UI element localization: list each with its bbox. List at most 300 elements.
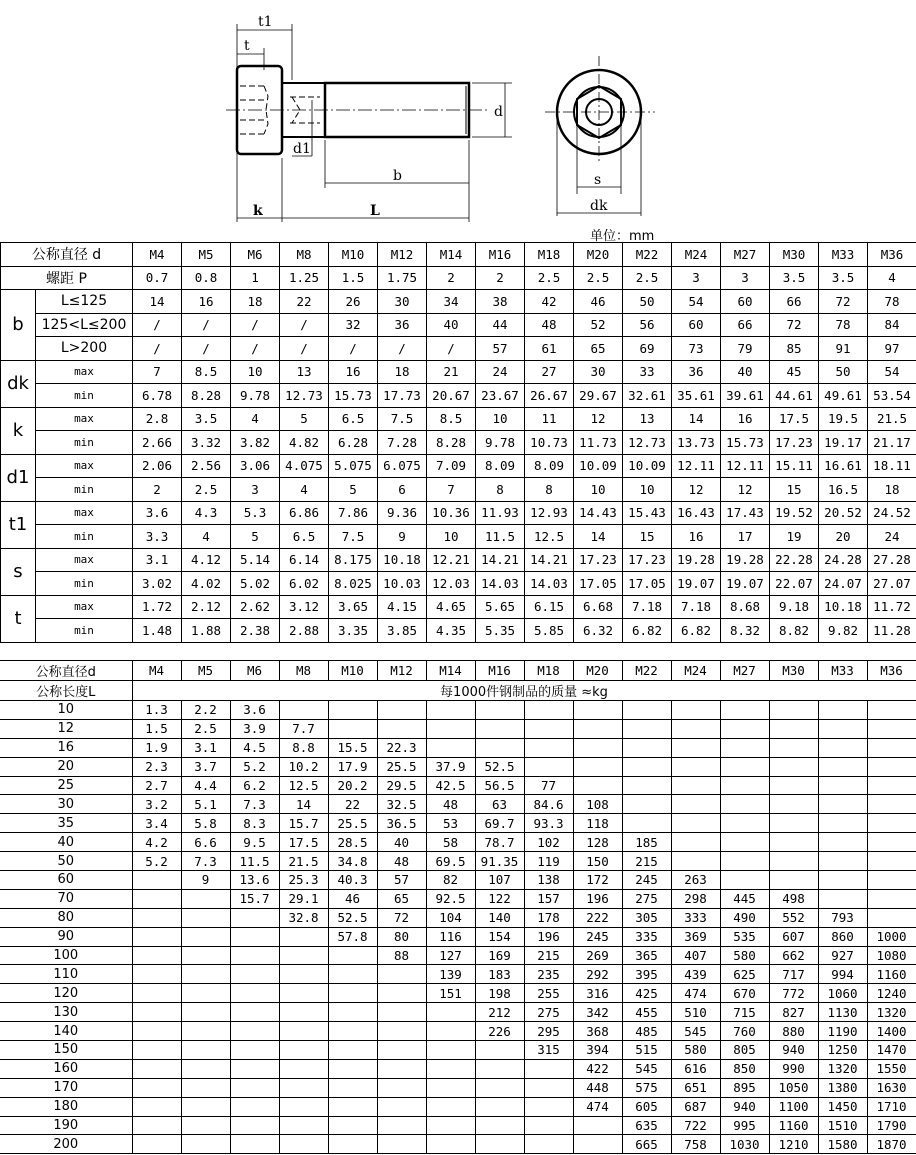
mass-header-row [0, 661, 916, 681]
b-value: 50 [623, 290, 672, 314]
t1-max-value: 12.93 [525, 501, 574, 525]
mass-value: 139 [426, 965, 475, 984]
mass-value: 119 [524, 852, 573, 871]
t1-max-value: 11.93 [476, 501, 525, 525]
t1-min-value: 17 [721, 525, 770, 549]
d1-max-value: 10.09 [574, 454, 623, 478]
b-value: 40 [427, 313, 476, 337]
d1-min-value: 4 [280, 478, 329, 502]
mass-value: 335 [622, 927, 671, 946]
length-value: 110 [0, 965, 132, 984]
b-value: / [378, 337, 427, 361]
mass-value: 36.5 [377, 814, 426, 833]
size-header: M5 [181, 661, 230, 681]
t1-max-value: 3.6 [133, 501, 182, 525]
b-value: / [231, 337, 280, 361]
k-min-value: 2.66 [133, 431, 182, 455]
mass-value: 474 [573, 1097, 622, 1116]
mass-value [818, 776, 867, 795]
mass-value [328, 1097, 377, 1116]
size-header: M24 [672, 243, 721, 267]
dk-max-value: 13 [280, 360, 329, 384]
mass-value: 2.5 [181, 719, 230, 738]
b-value: 60 [672, 313, 721, 337]
pitch-value: 4 [868, 266, 916, 290]
pitch-value: 0.8 [182, 266, 231, 290]
mass-value: 15.5 [328, 738, 377, 757]
mass-row [0, 776, 916, 795]
mass-value: 1870 [867, 1135, 916, 1154]
dk-max-value: 18 [378, 360, 427, 384]
size-header: M18 [524, 661, 573, 681]
mass-row [0, 1097, 916, 1116]
s-max-value: 27.28 [868, 548, 916, 572]
mass-row [0, 1135, 916, 1154]
mass-value: 88 [377, 946, 426, 965]
mass-value [720, 776, 769, 795]
mass-value: 1060 [818, 984, 867, 1003]
mass-value: 108 [573, 795, 622, 814]
b-value: 65 [574, 337, 623, 361]
mass-value: 269 [573, 946, 622, 965]
k-min-value: 6.28 [329, 431, 378, 455]
mass-value: 545 [671, 1022, 720, 1041]
dk-min-value: 12.73 [280, 384, 329, 408]
d1-max-value: 2.56 [182, 454, 231, 478]
mass-value: 25.3 [279, 871, 328, 890]
mass-value [328, 1116, 377, 1135]
k-min-value: 3.82 [231, 431, 280, 455]
b-value: 69 [623, 337, 672, 361]
s-min-value: 17.05 [623, 572, 672, 596]
dk-min-value: 9.78 [231, 384, 280, 408]
mass-row [0, 738, 916, 757]
mass-value [818, 701, 867, 720]
pitch-value: 3 [721, 266, 770, 290]
mass-value: 82 [426, 871, 475, 890]
mass-value: 7.3 [230, 795, 279, 814]
mass-value [475, 1097, 524, 1116]
b-value: 32 [329, 313, 378, 337]
size-header: M30 [770, 243, 819, 267]
mass-caption: 每1000件钢制品的质量 ≈kg [132, 681, 916, 701]
mass-value: 772 [769, 984, 818, 1003]
mass-value: 34.8 [328, 852, 377, 871]
b-row [1, 290, 916, 314]
mass-value [720, 814, 769, 833]
length-value: 16 [0, 738, 132, 757]
mass-value [524, 1135, 573, 1154]
t1-max-value: 14.43 [574, 501, 623, 525]
k-max-value: 21.5 [868, 407, 916, 431]
mass-value: 1630 [867, 1078, 916, 1097]
length-value: 50 [0, 852, 132, 871]
size-header: M27 [721, 243, 770, 267]
mass-value: 575 [622, 1078, 671, 1097]
mass-value: 715 [720, 1003, 769, 1022]
mass-value [818, 852, 867, 871]
mass-value [671, 814, 720, 833]
mass-value [328, 701, 377, 720]
t-max-value: 5.65 [476, 595, 525, 619]
mass-value: 758 [671, 1135, 720, 1154]
mass-value [867, 814, 916, 833]
t-min-value: 6.82 [623, 619, 672, 643]
k-min-value: 10.73 [525, 431, 574, 455]
t-max-value: 2.12 [182, 595, 231, 619]
mass-value [132, 1022, 181, 1041]
t1-max-value: 7.86 [329, 501, 378, 525]
dk-max-value: 30 [574, 360, 623, 384]
dk-min-value: 17.73 [378, 384, 427, 408]
mass-value: 895 [720, 1078, 769, 1097]
t1-min-value: 9 [378, 525, 427, 549]
mass-value: 2.3 [132, 757, 181, 776]
mass-value: 183 [475, 965, 524, 984]
mass-value: 1790 [867, 1116, 916, 1135]
mass-value [671, 701, 720, 720]
k-max-value: 12 [574, 407, 623, 431]
pitch-value: 3.5 [770, 266, 819, 290]
mass-value [671, 795, 720, 814]
mass-value: 63 [475, 795, 524, 814]
mass-value [426, 1135, 475, 1154]
pitch-value: 2 [427, 266, 476, 290]
mass-value [377, 965, 426, 984]
mass-value: 445 [720, 889, 769, 908]
size-header: M8 [280, 243, 329, 267]
dk-min-value: 32.61 [623, 384, 672, 408]
k-max-value: 16 [721, 407, 770, 431]
mass-value [867, 757, 916, 776]
mass-value [279, 927, 328, 946]
mass-value: 1080 [867, 946, 916, 965]
mass-value [720, 871, 769, 890]
t-row [1, 619, 916, 643]
dk-max-value: 33 [623, 360, 672, 384]
dk-min-value: 8.28 [182, 384, 231, 408]
mass-value [671, 776, 720, 795]
k-max-value: 14 [672, 407, 721, 431]
t1-min-value: 24 [868, 525, 916, 549]
b-value: / [231, 313, 280, 337]
s-min-value: 5.02 [231, 572, 280, 596]
mass-value [230, 1078, 279, 1097]
mass-value [132, 1097, 181, 1116]
dk-min-value: 44.61 [770, 384, 819, 408]
k-max-value: 13 [623, 407, 672, 431]
mass-value [132, 927, 181, 946]
mass-value: 455 [622, 1003, 671, 1022]
mass-value: 198 [475, 984, 524, 1003]
dk-min-value: 39.61 [721, 384, 770, 408]
b-condition: L>200 [36, 337, 133, 361]
d1-max-value: 6.075 [378, 454, 427, 478]
pitch-value: 3.5 [819, 266, 868, 290]
mass-value [671, 719, 720, 738]
mass-value: 394 [573, 1041, 622, 1060]
mass-value: 1.9 [132, 738, 181, 757]
mass-value: 138 [524, 871, 573, 890]
mass-value [524, 701, 573, 720]
s-min-value: 4.02 [182, 572, 231, 596]
mass-row [0, 1041, 916, 1060]
k-max-value: 5 [280, 407, 329, 431]
mass-value [475, 701, 524, 720]
mass-value: 927 [818, 946, 867, 965]
mass-value [573, 719, 622, 738]
b-value: 18 [231, 290, 280, 314]
b-condition: L≤125 [36, 290, 133, 314]
t1-min-value: 5 [231, 525, 280, 549]
mass-value [377, 984, 426, 1003]
mass-value: 365 [622, 946, 671, 965]
mass-value: 275 [622, 889, 671, 908]
mass-row [0, 984, 916, 1003]
d1-max-value: 12.11 [672, 454, 721, 478]
mass-value: 235 [524, 965, 573, 984]
t-min-value: 8.32 [721, 619, 770, 643]
length-value: 25 [0, 776, 132, 795]
mass-value: 995 [720, 1116, 769, 1135]
dk-max-value: 10 [231, 360, 280, 384]
mass-value [720, 833, 769, 852]
mass-value: 1380 [818, 1078, 867, 1097]
mass-value: 295 [524, 1022, 573, 1041]
mass-value [230, 946, 279, 965]
mass-value: 1050 [769, 1078, 818, 1097]
size-header: M14 [427, 243, 476, 267]
t-min-value: 2.88 [280, 619, 329, 643]
t1-max-value: 9.36 [378, 501, 427, 525]
mass-value [475, 1041, 524, 1060]
mass-value: 14 [279, 795, 328, 814]
mass-value: 994 [818, 965, 867, 984]
dk-max-value: 8.5 [182, 360, 231, 384]
param-label-d1: d1 [1, 454, 36, 501]
b-value: / [133, 337, 182, 361]
mass-value: 52.5 [328, 908, 377, 927]
max-label: max [36, 548, 133, 572]
t1-max-value: 15.43 [623, 501, 672, 525]
size-header: M36 [867, 661, 916, 681]
pitch-value: 1.5 [329, 266, 378, 290]
t1-min-value: 3.3 [133, 525, 182, 549]
mass-value: 3.2 [132, 795, 181, 814]
mass-value: 15.7 [230, 889, 279, 908]
k-min-value: 3.32 [182, 431, 231, 455]
mass-value [132, 1135, 181, 1154]
mass-value [181, 946, 230, 965]
mass-value: 12.5 [279, 776, 328, 795]
mass-value [671, 757, 720, 776]
mass-value [181, 1078, 230, 1097]
k-min-value: 15.73 [721, 431, 770, 455]
mass-value [867, 776, 916, 795]
t-max-value: 8.68 [721, 595, 770, 619]
mass-value: 8.3 [230, 814, 279, 833]
mass-row [0, 1078, 916, 1097]
mass-value [181, 1003, 230, 1022]
d1-max-value: 10.09 [623, 454, 672, 478]
mass-value [230, 984, 279, 1003]
mass-value: 9.5 [230, 833, 279, 852]
mass-value [279, 701, 328, 720]
d1-min-value: 10 [574, 478, 623, 502]
s-min-value: 12.03 [427, 572, 476, 596]
mass-value: 395 [622, 965, 671, 984]
t1-min-value: 6.5 [280, 525, 329, 549]
pitch-value: 0.7 [133, 266, 182, 290]
param-label-dk: dk [1, 360, 36, 407]
mass-value: 263 [671, 871, 720, 890]
k-min-value: 8.28 [427, 431, 476, 455]
mass-value: 48 [426, 795, 475, 814]
dk-min-value: 26.67 [525, 384, 574, 408]
mass-value: 92.5 [426, 889, 475, 908]
mass-value: 1450 [818, 1097, 867, 1116]
mass-value: 196 [573, 889, 622, 908]
s-min-value: 8.025 [329, 572, 378, 596]
mass-value: 1250 [818, 1041, 867, 1060]
label-b: b [393, 168, 402, 184]
b-value: 66 [770, 290, 819, 314]
b-value: 73 [672, 337, 721, 361]
t1-min-value: 14 [574, 525, 623, 549]
b-value: / [280, 337, 329, 361]
t1-max-value: 19.52 [770, 501, 819, 525]
mass-value: 4.5 [230, 738, 279, 757]
min-label: min [36, 619, 133, 643]
dk-max-value: 21 [427, 360, 476, 384]
k-min-value: 17.23 [770, 431, 819, 455]
b-value: 91 [819, 337, 868, 361]
mass-value [181, 1097, 230, 1116]
max-label: max [36, 360, 133, 384]
mass-value: 670 [720, 984, 769, 1003]
b-value: 44 [476, 313, 525, 337]
mass-value [769, 719, 818, 738]
mass-value [622, 776, 671, 795]
mass-value: 687 [671, 1097, 720, 1116]
d1-row [1, 478, 916, 502]
mass-value [867, 719, 916, 738]
mass-value: 5.2 [230, 757, 279, 776]
mass-value [720, 757, 769, 776]
mass-value: 53 [426, 814, 475, 833]
mass-value [573, 701, 622, 720]
dk-min-value: 15.73 [329, 384, 378, 408]
mass-value [328, 1135, 377, 1154]
t1-min-value: 10 [427, 525, 476, 549]
mass-value [475, 719, 524, 738]
pitch-value: 1.75 [378, 266, 427, 290]
length-value: 80 [0, 908, 132, 927]
d1-max-value: 2.06 [133, 454, 182, 478]
mass-value: 1510 [818, 1116, 867, 1135]
mass-value [818, 833, 867, 852]
label-s: s [594, 172, 602, 188]
k-min-value: 13.73 [672, 431, 721, 455]
mass-value [181, 1135, 230, 1154]
mass-value: 298 [671, 889, 720, 908]
mass-value [573, 776, 622, 795]
length-value: 170 [0, 1078, 132, 1097]
size-header: M6 [231, 243, 280, 267]
mass-value [181, 1041, 230, 1060]
d1-max-value: 8.09 [476, 454, 525, 478]
mass-value: 107 [475, 871, 524, 890]
size-header: M10 [328, 661, 377, 681]
mass-row [0, 757, 916, 776]
max-label: max [36, 595, 133, 619]
t1-max-value: 6.86 [280, 501, 329, 525]
t-min-value: 2.38 [231, 619, 280, 643]
size-header: M14 [426, 661, 475, 681]
d1-max-value: 15.11 [770, 454, 819, 478]
mass-value: 1.5 [132, 719, 181, 738]
mass-value: 1160 [867, 965, 916, 984]
mass-value [769, 814, 818, 833]
mass-value: 40 [377, 833, 426, 852]
mass-value [475, 1135, 524, 1154]
length-value: 40 [0, 833, 132, 852]
mass-value: 1240 [867, 984, 916, 1003]
mass-value [279, 1116, 328, 1135]
dk-min-value: 35.61 [672, 384, 721, 408]
mass-value [181, 1022, 230, 1041]
mass-value: 3.4 [132, 814, 181, 833]
mass-row [0, 889, 916, 908]
d1-min-value: 16.5 [819, 478, 868, 502]
mass-value: 722 [671, 1116, 720, 1135]
mass-value: 850 [720, 1059, 769, 1078]
length-value: 130 [0, 1003, 132, 1022]
mass-value [328, 1059, 377, 1078]
mass-value [426, 701, 475, 720]
d1-min-value: 2 [133, 478, 182, 502]
mass-value: 154 [475, 927, 524, 946]
b-value: / [182, 313, 231, 337]
header-row [1, 243, 916, 267]
mass-value: 22.3 [377, 738, 426, 757]
mass-value: 515 [622, 1041, 671, 1060]
mass-value [328, 1078, 377, 1097]
mass-value: 805 [720, 1041, 769, 1060]
k-max-value: 3.5 [182, 407, 231, 431]
mass-value [230, 927, 279, 946]
size-header: M12 [377, 661, 426, 681]
mass-value [377, 1078, 426, 1097]
t1-min-value: 7.5 [329, 525, 378, 549]
label-k: k [253, 203, 263, 219]
t-row [1, 595, 916, 619]
mass-value: 78.7 [475, 833, 524, 852]
mass-value: 793 [818, 908, 867, 927]
d1-max-value: 5.075 [329, 454, 378, 478]
k-max-value: 8.5 [427, 407, 476, 431]
mass-value [132, 984, 181, 1003]
s-max-value: 14.21 [525, 548, 574, 572]
b-value: 54 [672, 290, 721, 314]
mass-value: 25.5 [328, 814, 377, 833]
mass-value: 196 [524, 927, 573, 946]
mass-value [524, 1078, 573, 1097]
mass-value: 860 [818, 927, 867, 946]
param-label-k: k [1, 407, 36, 454]
length-value: 190 [0, 1116, 132, 1135]
mass-value: 1000 [867, 927, 916, 946]
